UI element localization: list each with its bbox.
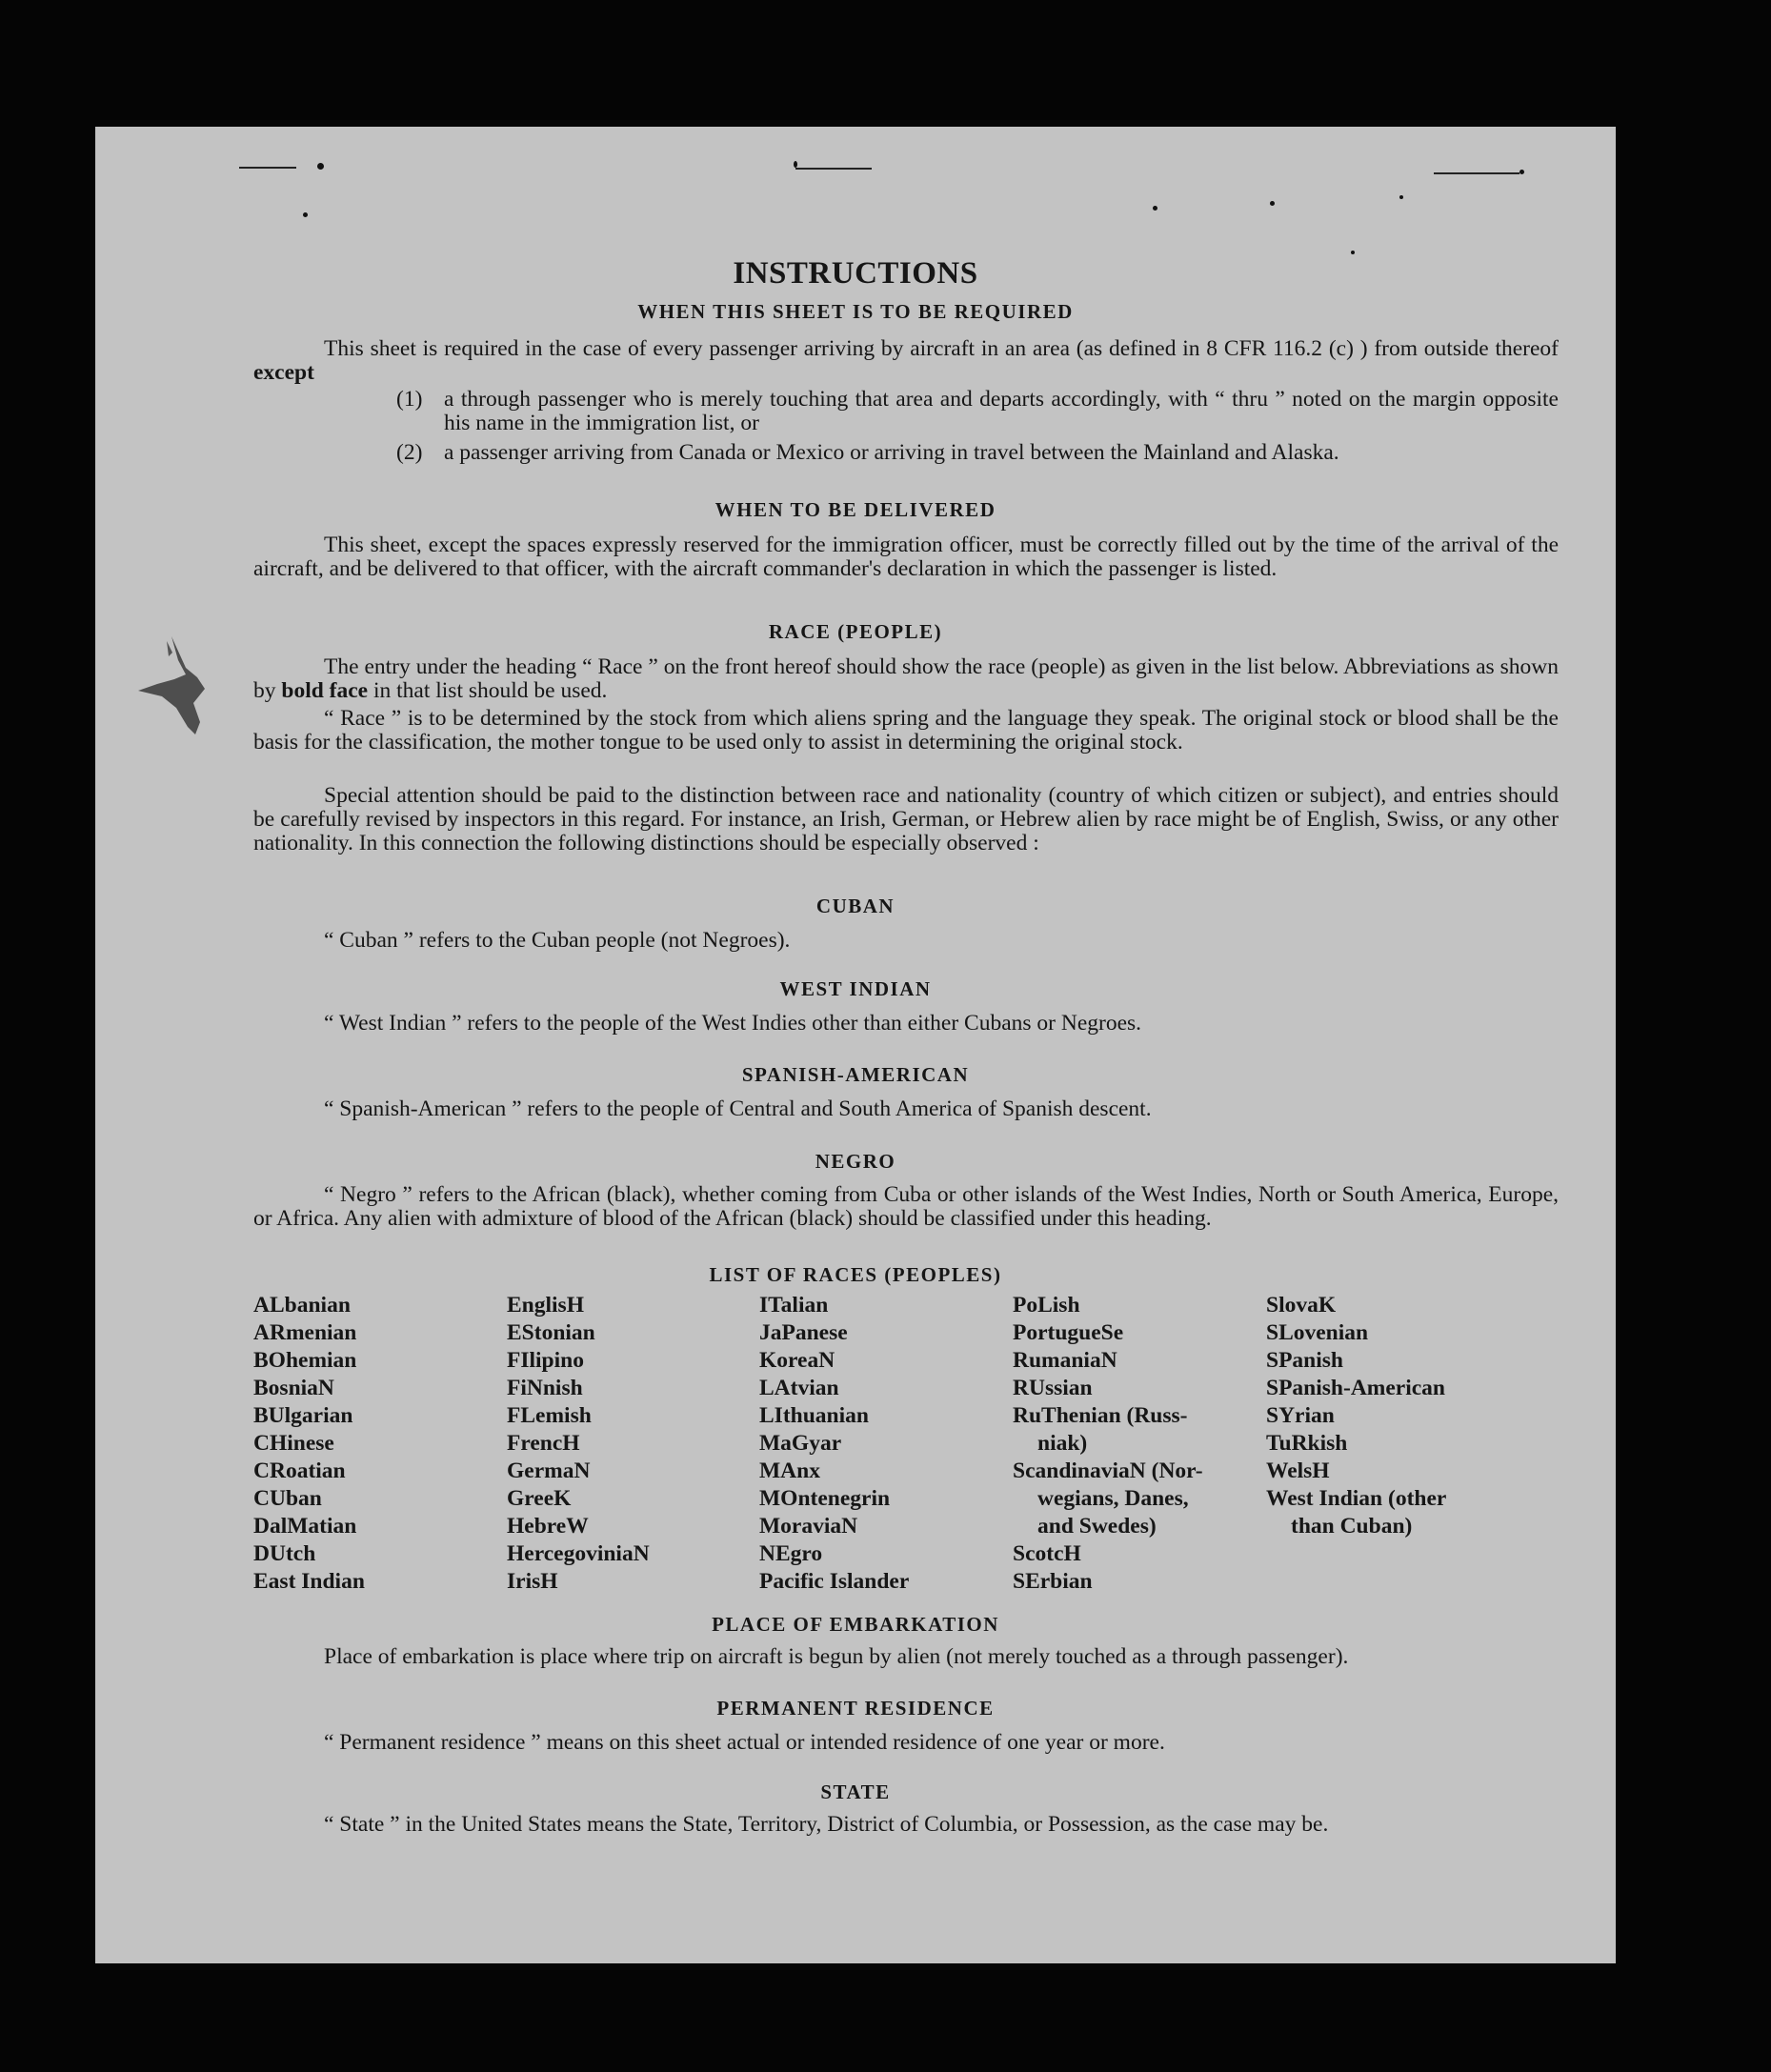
paragraph-when-required: [253, 337, 1559, 385]
heading-embarkation: PLACE OF EMBARKATION: [712, 1613, 999, 1636]
paragraph-text: Special attention should be paid to the distinction between race and nationality (country of which citizen or subject), and entries should be carefully revised by inspectors in this regard. For instance, an Irish, German, or Hebrew alien by race might be of English, Swiss, or any other nationality. In this connection the following distinctions should be especially observed :: [253, 783, 1559, 855]
race-entry: NEgro: [759, 1541, 823, 1566]
race-entry: SLovenian: [1266, 1320, 1369, 1345]
paragraph-text: “ Negro ” refers to the African (black), whether coming from Cuba or other islands of the West Indies, North or South America, Europe, or Africa. Any alien with admixture of blood of the African (black) should be classified under this heading.: [253, 1182, 1559, 1231]
paragraph-state: [253, 1813, 1559, 1837]
heading-list-of-races: LIST OF RACES (PEOPLES): [709, 1263, 1002, 1286]
race-entry: HercegoviniaN: [507, 1541, 650, 1566]
heading-negro: NEGRO: [815, 1150, 896, 1173]
list-text: a passenger arriving from Canada or Mexico or arriving in travel between the Mainland and Alaska.: [444, 440, 1339, 465]
list-number: (1): [396, 387, 423, 412]
race-entry: ITalian: [759, 1293, 829, 1318]
paragraph-permanent-residence: “ Permanent residence ” means on this sheet actual or intended residence of one year or more.: [324, 1730, 1165, 1755]
paragraph-embarkation: [253, 1645, 1559, 1669]
races-column-5: [1266, 1292, 1446, 1540]
race-entry: FrencH: [507, 1431, 580, 1456]
race-entry: EnglisH: [507, 1293, 584, 1318]
heading-spanish-american: SPANISH-AMERICAN: [741, 1063, 970, 1086]
race-entry: DalMatian: [253, 1514, 357, 1539]
race-entry: MAnx: [759, 1458, 820, 1483]
race-entry: LIthuanian: [759, 1403, 869, 1428]
scan-speck: [1399, 195, 1403, 199]
list-item: [396, 441, 1559, 465]
race-entry: FIlipino: [507, 1348, 584, 1373]
page-title: INSTRUCTIONS: [733, 256, 978, 291]
race-entry: Pacific Islander: [759, 1569, 910, 1594]
race-entry: BOhemian: [253, 1348, 357, 1373]
race-entry: ARmenian: [253, 1320, 357, 1345]
paragraph-text: This sheet is required in the case of every passenger arriving by aircraft in an area (as defined in 8 CFR 116.2 (c) ) from outside thereof: [324, 336, 1559, 361]
race-entry: FiNnish: [507, 1376, 583, 1400]
heading-state: STATE: [820, 1780, 891, 1803]
race-entry: SPanish: [1266, 1348, 1343, 1373]
race-entry: PortugueSe: [1013, 1320, 1124, 1345]
heading-when-delivered: WHEN TO BE DELIVERED: [714, 498, 996, 521]
race-entry-continuation: niak): [1037, 1431, 1088, 1456]
paragraph-cuban: “ Cuban ” refers to the Cuban people (not Negroes).: [324, 928, 791, 953]
paragraph-race-1: [253, 655, 1559, 703]
race-entry: ALbanian: [253, 1293, 351, 1318]
race-entry: GreeK: [507, 1486, 572, 1511]
race-entry: BUlgarian: [253, 1403, 353, 1428]
races-column-3: [759, 1292, 909, 1596]
races-column-4: [1013, 1292, 1203, 1596]
scan-speck: [1153, 206, 1157, 211]
race-entry: EStonian: [507, 1320, 595, 1345]
race-entry: LAtvian: [759, 1376, 839, 1400]
race-entry: GermaN: [507, 1458, 591, 1483]
race-entry: PoLish: [1013, 1293, 1080, 1318]
paragraph-text: in that list should be used.: [372, 678, 608, 703]
paragraph-text: Place of embarkation is place where trip on aircraft is begun by alien (not merely touched as a through passenger).: [324, 1644, 1349, 1669]
heading-permanent-residence: PERMANENT RESIDENCE: [716, 1697, 995, 1720]
scan-mark: [239, 167, 296, 169]
race-entry: FLemish: [507, 1403, 592, 1428]
race-entry: SPanish-American: [1266, 1376, 1445, 1400]
paragraph-when-delivered: [253, 533, 1559, 581]
race-entry-continuation: than Cuban): [1291, 1514, 1413, 1539]
race-entry: BosniaN: [253, 1376, 334, 1400]
scan-mark: [1434, 172, 1519, 174]
paragraph-text: This sheet, except the spaces expressly reserved for the immigration officer, must be correctly filled out by the time of the arrival of the aircraft, and be delivered to that officer, with the aircraft commander's declaration in which the passenger is listed.: [253, 533, 1559, 581]
race-entry: DUtch: [253, 1541, 316, 1566]
list-number: (2): [396, 440, 423, 465]
race-entry-continuation: wegians, Danes,: [1037, 1486, 1189, 1511]
list-item: [396, 388, 1559, 435]
scan-speck: [317, 163, 324, 170]
race-entry: SErbian: [1013, 1569, 1093, 1594]
race-entry: RuThenian (Russ-: [1013, 1403, 1188, 1428]
heading-cuban: CUBAN: [815, 895, 896, 917]
paragraph-race-2: [253, 707, 1559, 754]
paragraph-west-indian: “ West Indian ” refers to the people of the West Indies other than either Cubans or Negroes.: [324, 1011, 1142, 1036]
race-entry: WelsH: [1266, 1458, 1330, 1483]
race-entry: TuRkish: [1266, 1431, 1348, 1456]
race-entry: ScandinaviaN (Nor-: [1013, 1458, 1203, 1483]
scan-speck: [1270, 201, 1275, 206]
scan-speck: [794, 161, 797, 168]
paragraph-spanish-american: “ Spanish-American ” refers to the people of Central and South America of Spanish descent.: [324, 1096, 1152, 1121]
scan-speck: [303, 212, 308, 217]
race-entry: IrisH: [507, 1569, 558, 1594]
race-entry: SlovaK: [1266, 1293, 1337, 1318]
race-entry: JaPanese: [759, 1320, 848, 1345]
paragraph-text: The entry under the heading “ Race ” on the front hereof should show the race (people) as given in the list below. Abbreviations as shown by: [253, 654, 1559, 703]
race-entry: CHinese: [253, 1431, 334, 1456]
race-entry: West Indian (other: [1266, 1486, 1447, 1511]
race-entry: RUssian: [1013, 1376, 1093, 1400]
paragraph-race-3: [253, 784, 1559, 855]
races-column-2: [507, 1292, 650, 1596]
paragraph-text: “ State ” in the United States means the State, Territory, District of Columbia, or Possession, as the case may be.: [324, 1812, 1329, 1837]
race-entry-continuation: and Swedes): [1037, 1514, 1157, 1539]
paragraph-negro: [253, 1183, 1559, 1231]
race-entry: MoraviaN: [759, 1514, 858, 1539]
emphasis-bold-face: bold face: [281, 678, 369, 703]
race-entry: HebreW: [507, 1514, 589, 1539]
scan-speck: [1351, 251, 1355, 254]
emphasis-except: except: [253, 360, 314, 385]
race-entry: SYrian: [1266, 1403, 1335, 1428]
race-entry: CUban: [253, 1486, 322, 1511]
scan-mark: [795, 168, 872, 170]
heading-race: RACE (PEOPLE): [768, 620, 943, 643]
race-entry: KoreaN: [759, 1348, 835, 1373]
list-text: a through passenger who is merely touching that area and departs accordingly, with “ thru ” noted on the margin opposite his name in the immigration list, or: [444, 387, 1559, 435]
paragraph-text: “ Race ” is to be determined by the stock from which aliens spring and the language they speak. The original stock or blood shall be the basis for the classification, the mother tongue to be used only to assist in determining the original stock.: [253, 706, 1559, 754]
document-page: [95, 127, 1616, 1963]
ink-smudge: [119, 632, 224, 746]
race-entry: East Indian: [253, 1569, 365, 1594]
race-entry: ScotcH: [1013, 1541, 1081, 1566]
heading-when-required: WHEN THIS SHEET IS TO BE REQUIRED: [637, 300, 1074, 323]
race-entry: MOntenegrin: [759, 1486, 891, 1511]
race-entry: CRoatian: [253, 1458, 346, 1483]
race-entry: RumaniaN: [1013, 1348, 1117, 1373]
races-column-1: [253, 1292, 365, 1596]
race-entry: MaGyar: [759, 1431, 842, 1456]
heading-west-indian: WEST INDIAN: [779, 977, 932, 1000]
scan-speck: [1519, 170, 1524, 174]
